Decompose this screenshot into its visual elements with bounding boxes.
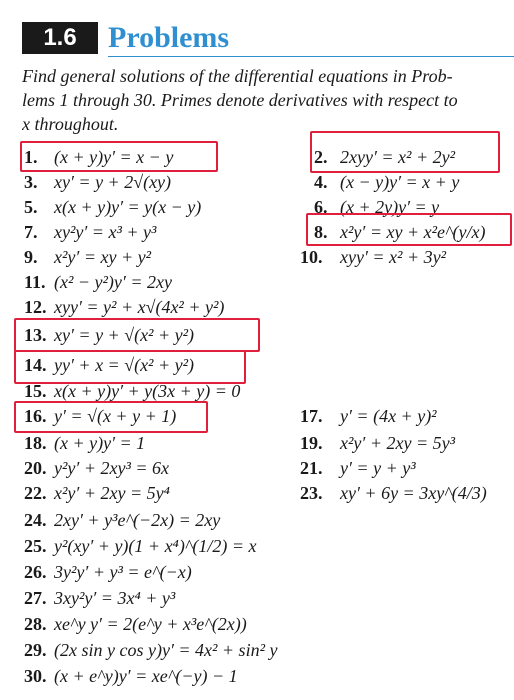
problem-number: 28. [24, 614, 47, 634]
problem-7 [24, 221, 156, 243]
problem-number: 4. [314, 172, 328, 192]
problem-3 [24, 171, 171, 193]
problem-16-equation: y′ = √(x + y + 1) [54, 406, 177, 426]
problem-11 [24, 271, 172, 293]
problem-22 [24, 482, 170, 504]
problem-23-equation: xy′ + 6y = 3xy^(4/3) [340, 483, 487, 503]
problem-9 [24, 246, 151, 268]
problem-number: 8. [314, 222, 328, 242]
problem-26-equation: 3y²y′ + y³ = e^(−x) [54, 562, 192, 582]
highlight-box-problem-1 [20, 141, 218, 172]
problem-18 [24, 432, 145, 454]
instructions-line-3: x throughout. [22, 114, 119, 134]
problem-14-equation: yy′ + x = √(x² + y²) [54, 355, 194, 375]
problem-number: 16. [24, 406, 47, 426]
problem-17-equation: y′ = (4x + y)² [340, 406, 437, 426]
problem-number: 23. [300, 483, 323, 503]
problem-24-equation: 2xy′ + y³e^(−2x) = 2xy [54, 510, 221, 530]
problem-number: 2. [314, 147, 328, 167]
problem-number: 6. [314, 197, 328, 217]
problem-number: 10. [300, 247, 323, 267]
problem-number: 27. [24, 588, 47, 608]
highlight-box-problem-14 [14, 350, 246, 384]
problem-6-equation: (x + 2y)y′ = y [340, 197, 440, 217]
problem-number: 19. [300, 433, 323, 453]
problem-number: 25. [24, 536, 47, 556]
problem-30-equation: (x + e^y)y′ = xe^(−y) − 1 [54, 666, 238, 686]
section-number-badge: 1.6 [22, 22, 98, 54]
problem-number: 22. [24, 483, 47, 503]
problem-1-equation: (x + y)y′ = x − y [54, 147, 174, 167]
problem-number: 29. [24, 640, 47, 660]
problem-5 [24, 196, 201, 218]
problem-30 [24, 665, 238, 687]
problem-number: 7. [24, 222, 38, 242]
problem-number: 13. [24, 325, 47, 345]
problem-26 [24, 561, 192, 583]
problem-24 [24, 509, 220, 531]
problem-number: 21. [300, 458, 323, 478]
problem-3-equation: xy′ = y + 2√(xy) [54, 172, 172, 192]
problem-11-equation: (x² − y²)y′ = 2xy [54, 272, 172, 292]
problem-number: 14. [24, 355, 47, 375]
problem-18-equation: (x + y)y′ = 1 [54, 433, 146, 453]
problem-10-equation: xyy′ = x² + 3y² [340, 247, 446, 267]
title-rule [108, 56, 514, 57]
problem-27 [24, 587, 175, 609]
problem-number: 5. [24, 197, 38, 217]
problem-21 [300, 457, 416, 479]
section-header [22, 18, 514, 58]
problem-23 [300, 482, 487, 504]
problem-10 [300, 246, 446, 268]
problem-12 [24, 296, 224, 318]
problem-29 [24, 639, 277, 661]
problem-5-equation: x(x + y)y′ = y(x − y) [54, 197, 202, 217]
problem-number: 30. [24, 666, 47, 686]
problem-15-equation: x(x + y)y′ + y(3x + y) = 0 [54, 381, 241, 401]
problem-9-equation: x²y′ = xy + y² [54, 247, 151, 267]
problem-25 [24, 535, 257, 557]
highlight-box-problem-2 [310, 131, 500, 173]
section-title: Problems [108, 21, 230, 54]
problem-27-equation: 3xy²y′ = 3x⁴ + y³ [54, 588, 176, 608]
problem-19-equation: x²y′ + 2xy = 5y³ [340, 433, 455, 453]
problem-28-equation: xe^y y′ = 2(e^y + x³e^(2x)) [54, 614, 247, 634]
problem-number: 17. [300, 406, 323, 426]
problem-8-equation: x²y′ = xy + x²e^(y/x) [340, 222, 486, 242]
problem-20 [24, 457, 169, 479]
instructions [22, 64, 514, 136]
problem-number: 15. [24, 381, 47, 401]
problem-number: 3. [24, 172, 38, 192]
problem-number: 20. [24, 458, 47, 478]
problem-17 [300, 405, 437, 427]
problem-25-equation: y²(xy′ + y)(1 + x⁴)^(1/2) = x [54, 536, 257, 556]
problem-19 [300, 432, 455, 454]
problem-29-equation: (2x sin y cos y)y′ = 4x² + sin² y [54, 640, 278, 660]
problem-28 [24, 613, 247, 635]
problem-12-equation: xyy′ = y² + x√(4x² + y²) [54, 297, 225, 317]
problem-number: 26. [24, 562, 47, 582]
problem-4 [314, 171, 459, 193]
instructions-line-1: Find general solutions of the differential equations in Prob- [22, 66, 453, 86]
problem-21-equation: y′ = y + y³ [340, 458, 416, 478]
problem-number: 1. [24, 147, 38, 167]
problem-number: 12. [24, 297, 47, 317]
problem-4-equation: (x − y)y′ = x + y [340, 172, 460, 192]
problem-number: 18. [24, 433, 47, 453]
problem-7-equation: xy²y′ = x³ + y³ [54, 222, 157, 242]
problem-number: 9. [24, 247, 38, 267]
instructions-line-2: lems 1 through 30. Primes denote derivatives with respect to [22, 90, 458, 110]
problem-22-equation: x²y′ + 2xy = 5y⁴ [54, 483, 170, 503]
problem-13-equation: xy′ = y + √(x² + y²) [54, 325, 194, 345]
highlight-box-problem-16 [14, 401, 208, 433]
highlight-box-problem-13 [14, 318, 260, 352]
problem-number: 11. [24, 272, 46, 292]
problem-number: 24. [24, 510, 47, 530]
problem-20-equation: y²y′ + 2xy³ = 6x [54, 458, 169, 478]
highlight-box-problem-8 [306, 213, 512, 246]
problem-2-equation: 2xyy′ = x² + 2y² [340, 147, 455, 167]
